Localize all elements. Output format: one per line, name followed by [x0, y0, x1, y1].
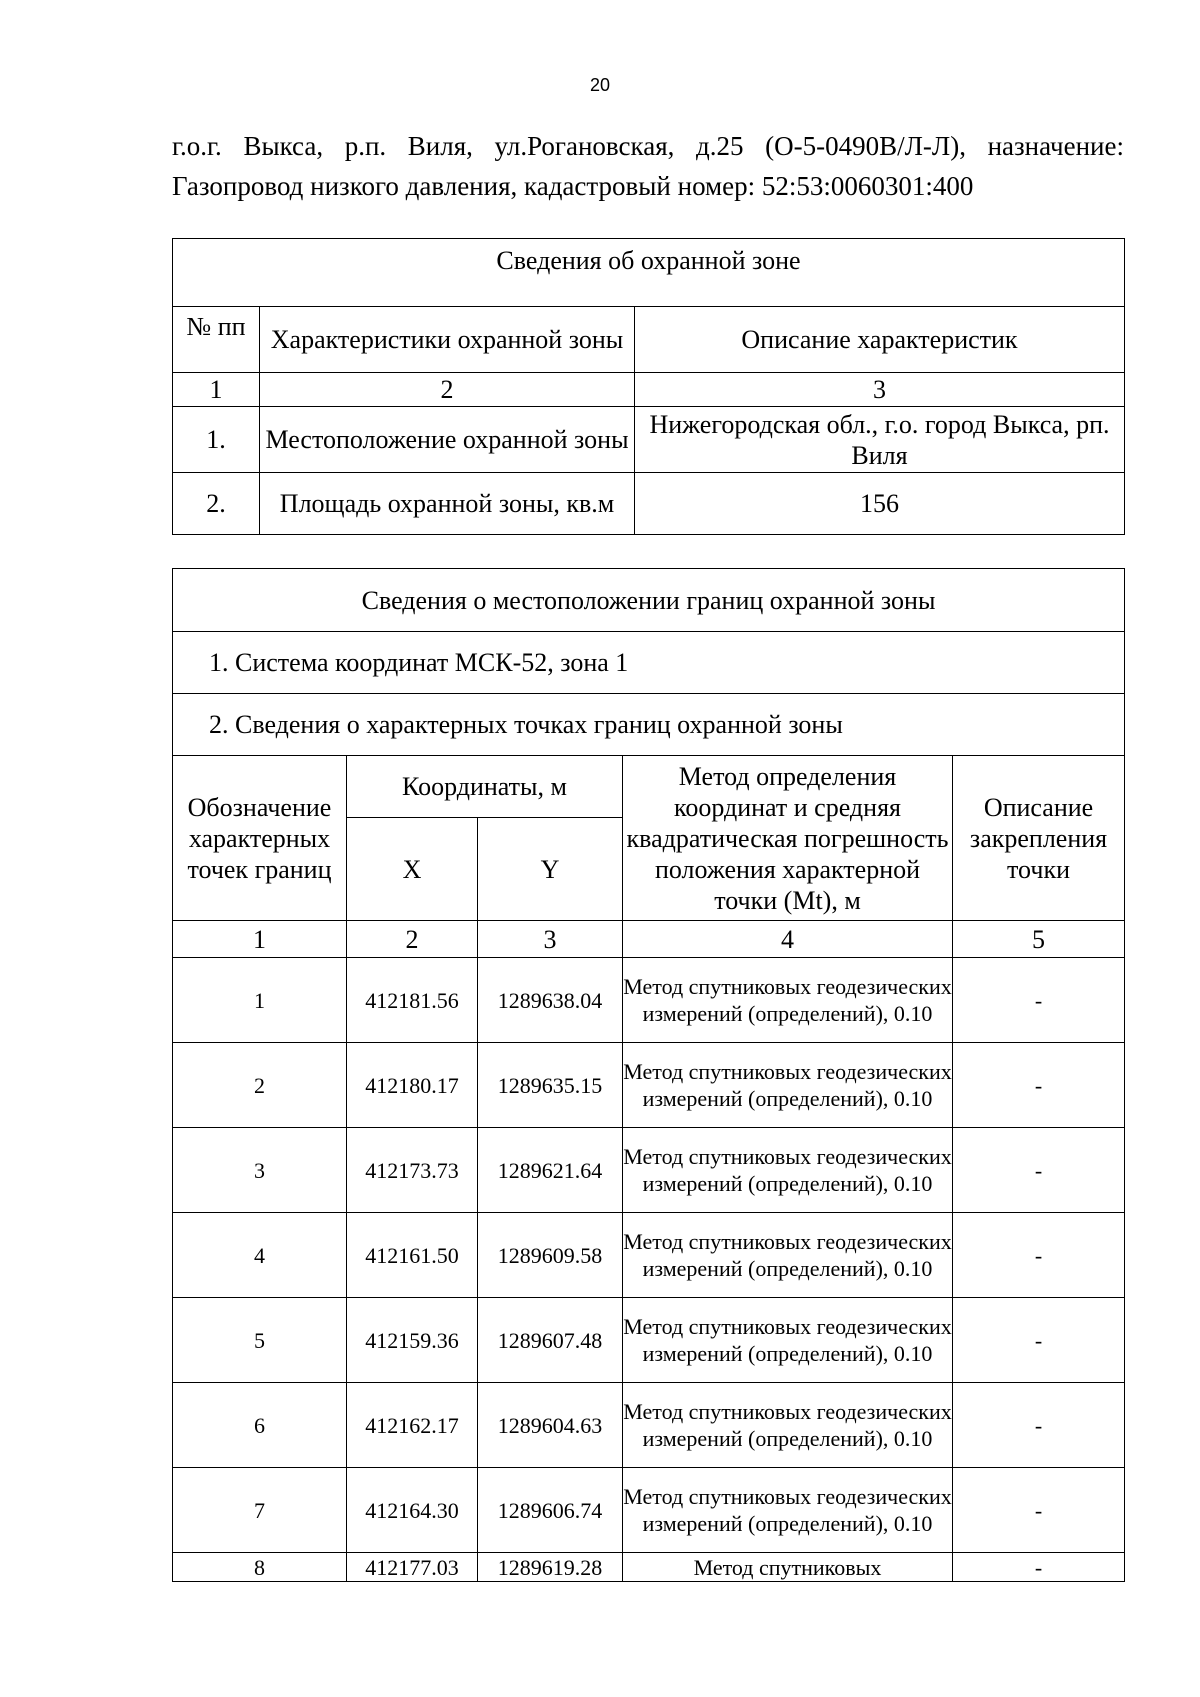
table-row: [173, 1128, 1125, 1213]
point-fixing: -: [953, 958, 1125, 1043]
header-designation: Обозначение характерных точек границ: [173, 756, 347, 921]
zone-header-description: Описание характеристик: [635, 307, 1125, 373]
col-number: 3: [478, 921, 623, 958]
zone-row-characteristic: Площадь охранной зоны, кв.м: [260, 473, 635, 535]
zone-row-description: 156: [635, 473, 1125, 535]
table-row: [173, 1553, 1125, 1582]
point-y: 1289606.74: [478, 1468, 623, 1553]
point-y: 1289607.48: [478, 1298, 623, 1383]
point-x: 412173.73: [347, 1128, 478, 1213]
point-fixing: -: [953, 1468, 1125, 1553]
boundary-table: [172, 568, 1125, 1582]
point-x: 412180.17: [347, 1043, 478, 1128]
point-fixing: -: [953, 1553, 1125, 1582]
col-number: 4: [623, 921, 953, 958]
table-row: [173, 1043, 1125, 1128]
object-description-line-1: г.о.г. Выкса, р.п. Виля, ул.Рогановская, д.25 (О-5-0490В/Л-Л), назначение:: [172, 131, 1124, 161]
point-number: 1: [173, 958, 347, 1043]
point-y: 1289609.58: [478, 1213, 623, 1298]
zone-info-title: Сведения об охранной зоне: [173, 239, 1125, 307]
point-number: 6: [173, 1383, 347, 1468]
point-number: 7: [173, 1468, 347, 1553]
coordinate-system: 1. Система координат МСК-52, зона 1: [173, 632, 1125, 694]
point-method: Метод спутниковых геодезических измерений (определений), 0.10: [623, 1213, 953, 1298]
col-number: 2: [347, 921, 478, 958]
point-y: 1289635.15: [478, 1043, 623, 1128]
page-number: 20: [589, 75, 611, 95]
col-number: 1: [173, 921, 347, 958]
header-x: X: [347, 818, 478, 921]
point-fixing: -: [953, 1298, 1125, 1383]
zone-header-characteristic: Характеристики охранной зоны: [260, 307, 635, 373]
zone-row-characteristic: Местоположение охранной зоны: [260, 407, 635, 473]
col-number: 5: [953, 921, 1125, 958]
point-fixing: -: [953, 1043, 1125, 1128]
point-fixing: -: [953, 1128, 1125, 1213]
zone-col-number: 1: [173, 373, 260, 407]
point-x: 412177.03: [347, 1553, 478, 1582]
point-y: 1289638.04: [478, 958, 623, 1043]
point-method: Метод спутниковых геодезических измерений (определений), 0.10: [623, 1383, 953, 1468]
point-method: Метод спутниковых геодезических измерений (определений), 0.10: [623, 958, 953, 1043]
boundary-title: Сведения о местоположении границ охранной зоны: [173, 569, 1125, 632]
zone-info-table: [172, 238, 1125, 535]
point-y: 1289621.64: [478, 1128, 623, 1213]
zone-row-num: 2.: [173, 473, 260, 535]
point-y: 1289604.63: [478, 1383, 623, 1468]
object-description: [172, 126, 1124, 206]
points-title: 2. Сведения о характерных точках границ охранной зоны: [173, 694, 1125, 756]
point-x: 412181.56: [347, 958, 478, 1043]
point-x: 412164.30: [347, 1468, 478, 1553]
point-number: 3: [173, 1128, 347, 1213]
point-number: 4: [173, 1213, 347, 1298]
object-description-line-2: Газопровод низкого давления, кадастровый номер: 52:53:0060301:400: [172, 171, 974, 201]
zone-col-number: 3: [635, 373, 1125, 407]
table-row: [173, 958, 1125, 1043]
point-number: 8: [173, 1553, 347, 1582]
header-y: Y: [478, 818, 623, 921]
zone-row-description: Нижегородская обл., г.о. город Выкса, рп. Виля: [635, 407, 1125, 473]
table-row: [173, 1468, 1125, 1553]
zone-row-num: 1.: [173, 407, 260, 473]
point-x: 412161.50: [347, 1213, 478, 1298]
header-method: Метод определения координат и средняя квадратическая погрешность положения характерной точки (Mt), м: [623, 756, 953, 921]
point-number: 5: [173, 1298, 347, 1383]
point-method: Метод спутниковых геодезических измерений (определений), 0.10: [623, 1468, 953, 1553]
point-method: Метод спутниковых геодезических измерений (определений), 0.10: [623, 1128, 953, 1213]
header-fixing: Описание закрепления точки: [953, 756, 1125, 921]
table-row: [173, 1298, 1125, 1383]
point-x: 412162.17: [347, 1383, 478, 1468]
point-number: 2: [173, 1043, 347, 1128]
table-row: [173, 1213, 1125, 1298]
table-row: [173, 1383, 1125, 1468]
point-x: 412159.36: [347, 1298, 478, 1383]
point-method: Метод спутниковых: [623, 1553, 953, 1582]
point-method: Метод спутниковых геодезических измерений (определений), 0.10: [623, 1043, 953, 1128]
header-coordinates: Координаты, м: [347, 756, 623, 818]
point-method: Метод спутниковых геодезических измерений (определений), 0.10: [623, 1298, 953, 1383]
zone-header-num: № пп: [173, 307, 260, 373]
point-y: 1289619.28: [478, 1553, 623, 1582]
zone-col-number: 2: [260, 373, 635, 407]
point-fixing: -: [953, 1383, 1125, 1468]
point-fixing: -: [953, 1213, 1125, 1298]
